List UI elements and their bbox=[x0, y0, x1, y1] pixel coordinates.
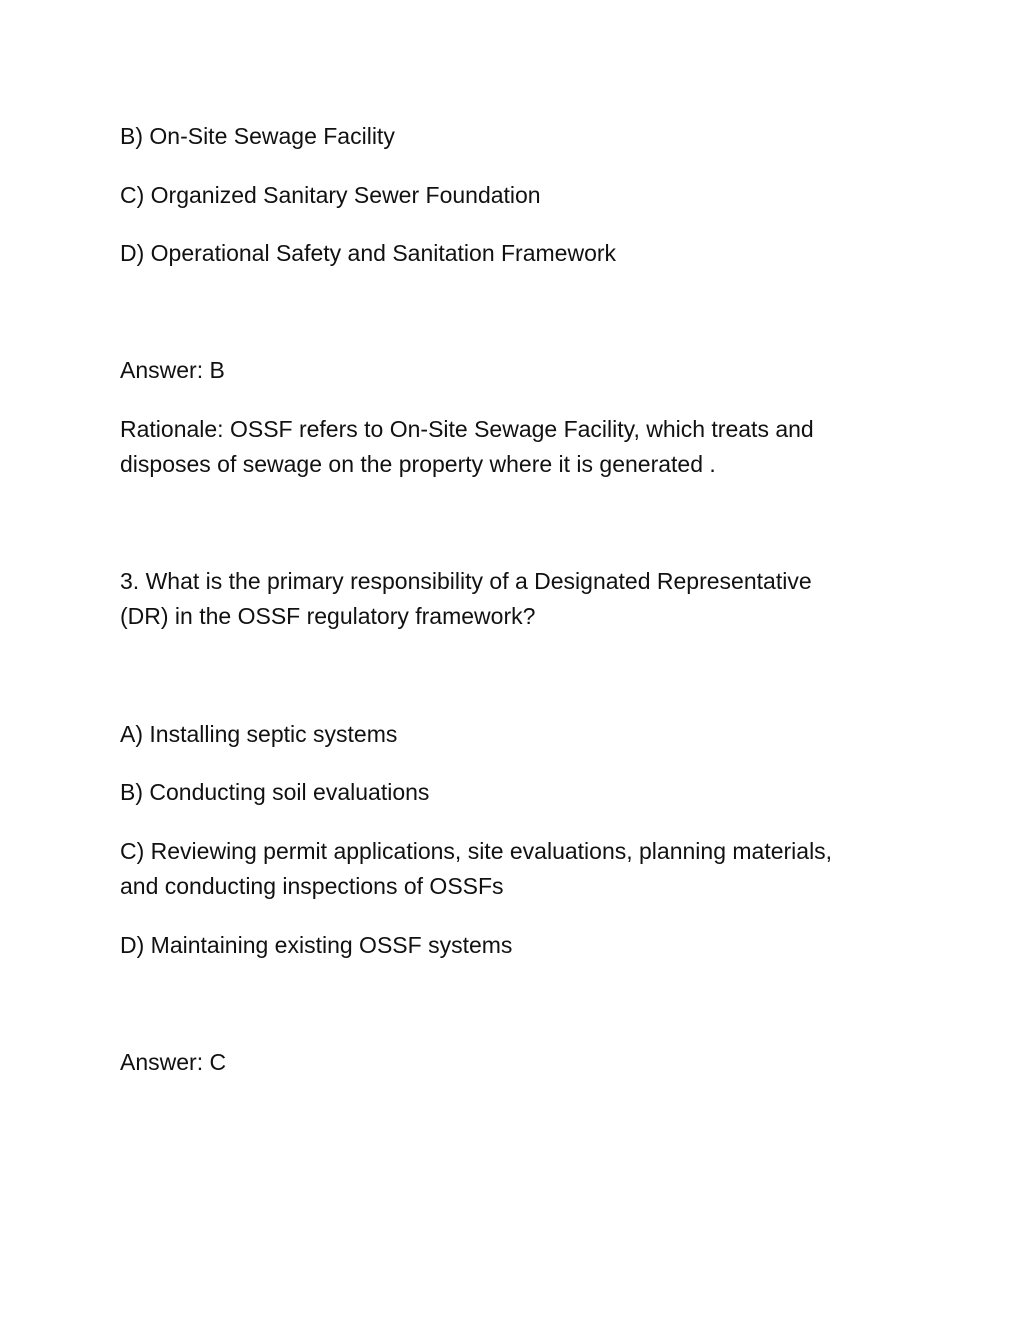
q3-option-d: D) Maintaining existing OSSF systems bbox=[120, 932, 513, 958]
q3-question-line-1: 3. What is the primary responsibility of a Designated Representative bbox=[120, 568, 812, 594]
q3-option-c-line-2: and conducting inspections of OSSFs bbox=[120, 873, 504, 899]
q2-answer: Answer: B bbox=[120, 357, 225, 383]
q2-option-b: B) On-Site Sewage Facility bbox=[120, 123, 395, 149]
q2-option-c: C) Organized Sanitary Sewer Foundation bbox=[120, 182, 541, 208]
q3-question-line-2: (DR) in the OSSF regulatory framework? bbox=[120, 603, 536, 629]
q2-rationale-line-1: Rationale: OSSF refers to On-Site Sewage Facility, which treats and bbox=[120, 416, 814, 442]
q2-rationale-line-2: disposes of sewage on the property where it is generated . bbox=[120, 451, 716, 477]
q3-answer: Answer: C bbox=[120, 1049, 227, 1075]
q2-option-d: D) Operational Safety and Sanitation Framework bbox=[120, 240, 617, 266]
q3-option-a: A) Installing septic systems bbox=[120, 721, 398, 747]
q3-option-c-line-1: C) Reviewing permit applications, site evaluations, planning materials, bbox=[120, 838, 833, 864]
q3-option-b: B) Conducting soil evaluations bbox=[120, 779, 430, 805]
